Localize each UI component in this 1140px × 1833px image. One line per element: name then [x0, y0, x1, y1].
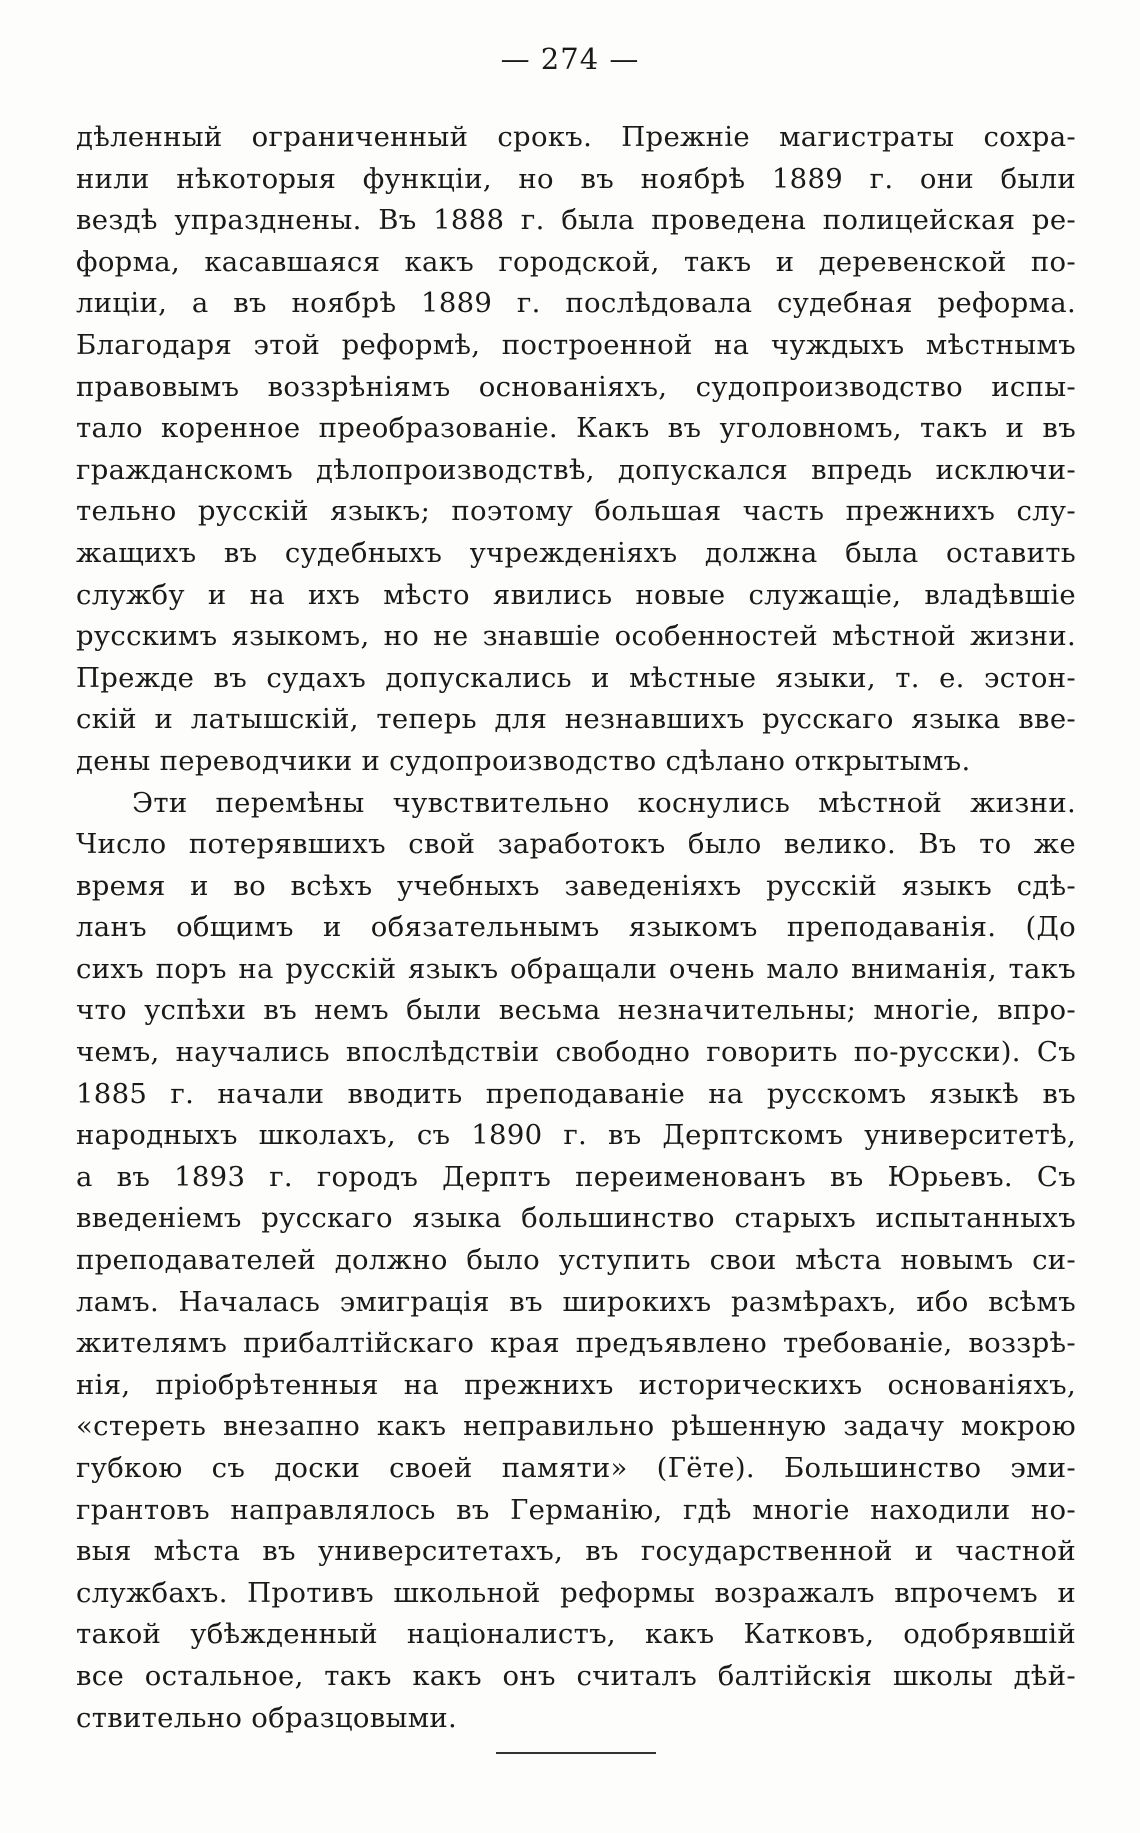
text-line: форма, касавшаяся какъ городской, такъ и деревенской по- — [76, 245, 1076, 278]
text-line: сихъ поръ на русскій языкъ обращали очень мало вниманія, такъ — [76, 952, 1076, 985]
text-line: «стереть внезапно какъ неправильно рѣшенную задачу мокрою — [76, 1410, 1076, 1443]
text-line: время и во всѣхъ учебныхъ заведеніяхъ русскій языкъ сдѣ- — [76, 869, 1076, 902]
page-number: — 274 — — [500, 42, 640, 76]
text-line: народныхъ школахъ, съ 1890 г. въ Дерптскомъ университетѣ, — [76, 1119, 1076, 1152]
body-text — [76, 117, 1076, 1739]
text-line: дѣленный ограниченный срокъ. Прежніе магистраты сохра- — [76, 121, 1076, 153]
text-line: Прежде въ судахъ допускались и мѣстные языки, т. е. эстон- — [76, 661, 1076, 694]
text-line: ланъ общимъ и обязательнымъ языкомъ преподаванія. (До — [76, 911, 1076, 944]
section-divider — [496, 1752, 656, 1754]
text-line: преподавателей должно было уступить свои мѣста новымъ си- — [76, 1244, 1076, 1277]
text-line: чемъ, научались впослѣдствіи свободно говорить по-русски). Съ — [76, 1036, 1076, 1069]
text-line: дены переводчики и судопроизводство сдѣлано открытымъ. — [76, 744, 971, 777]
text-line: такой убѣжденный націоналистъ, какъ Катковъ, одобрявшій — [76, 1618, 1076, 1651]
text-line: вездѣ упразднены. Въ 1888 г. была проведена полицейская ре- — [76, 204, 1076, 237]
text-line: правовымъ воззрѣніямъ основаніяхъ, судопроизводство испы- — [76, 370, 1076, 403]
text-line: тало коренное преобразованіе. Какъ въ уголовномъ, такъ и въ — [76, 412, 1076, 445]
text-line: лиціи, а въ ноябрѣ 1889 г. послѣдовала судебная реформа. — [76, 287, 1076, 320]
text-line: Число потерявшихъ свой заработокъ было велико. Въ то же — [76, 828, 1076, 861]
text-line: русскимъ языкомъ, но не знавшіе особенностей мѣстной жизни. — [76, 620, 1076, 653]
text-line: 1885 г. начали вводить преподаваніе на русскомъ языкѣ въ — [76, 1077, 1076, 1110]
text-line: жителямъ прибалтійскаго края предъявлено требованіе, воззрѣ- — [76, 1327, 1076, 1360]
text-line: нія, пріобрѣтенныя на прежнихъ историческихъ основаніяхъ, — [76, 1368, 1076, 1401]
text-line: тельно русскій языкъ; поэтому большая часть прежнихъ слу- — [76, 495, 1076, 528]
text-line: гражданскомъ дѣлопроизводствѣ, допускался впредь исключи- — [76, 453, 1076, 486]
text-line: выя мѣста въ университетахъ, въ государственной и частной — [76, 1535, 1076, 1568]
text-line: нили нѣкоторыя функціи, но въ ноябрѣ 1889 г. они были — [76, 162, 1076, 195]
paragraph-first-line: Эти перемѣны чувствительно коснулись мѣстной жизни. — [132, 786, 1076, 819]
text-line: Благодаря этой реформѣ, построенной на чуждыхъ мѣстнымъ — [76, 328, 1076, 361]
text-line: введеніемъ русскаго языка большинство старыхъ испытанныхъ — [76, 1202, 1076, 1235]
text-line: скій и латышскій, теперь для незнавшихъ русскаго языка вве- — [76, 703, 1076, 736]
text-line: а въ 1893 г. городъ Дерптъ переименованъ въ Юрьевъ. Съ — [76, 1160, 1076, 1193]
text-line: ламъ. Началась эмиграція въ широкихъ размѣрахъ, ибо всѣмъ — [76, 1285, 1076, 1318]
text-line: службахъ. Противъ школьной реформы возражалъ впрочемъ и — [76, 1576, 1076, 1609]
text-line: что успѣхи въ немъ были весьма незначительны; многіе, впро- — [76, 994, 1076, 1027]
text-line: ствительно образцовыми. — [76, 1701, 458, 1734]
text-line: грантовъ направлялось въ Германію, гдѣ многіе находили но- — [76, 1493, 1076, 1526]
text-line: службу и на ихъ мѣсто явились новые служащіе, владѣвшіе — [76, 578, 1076, 611]
text-line: жащихъ въ судебныхъ учрежденіяхъ должна была оставить — [76, 536, 1076, 569]
text-line: все остальное, такъ какъ онъ считалъ балтійскія школы дѣй- — [76, 1659, 1076, 1692]
text-line: губкою съ доски своей памяти» (Гёте). Большинство эми- — [76, 1452, 1076, 1484]
